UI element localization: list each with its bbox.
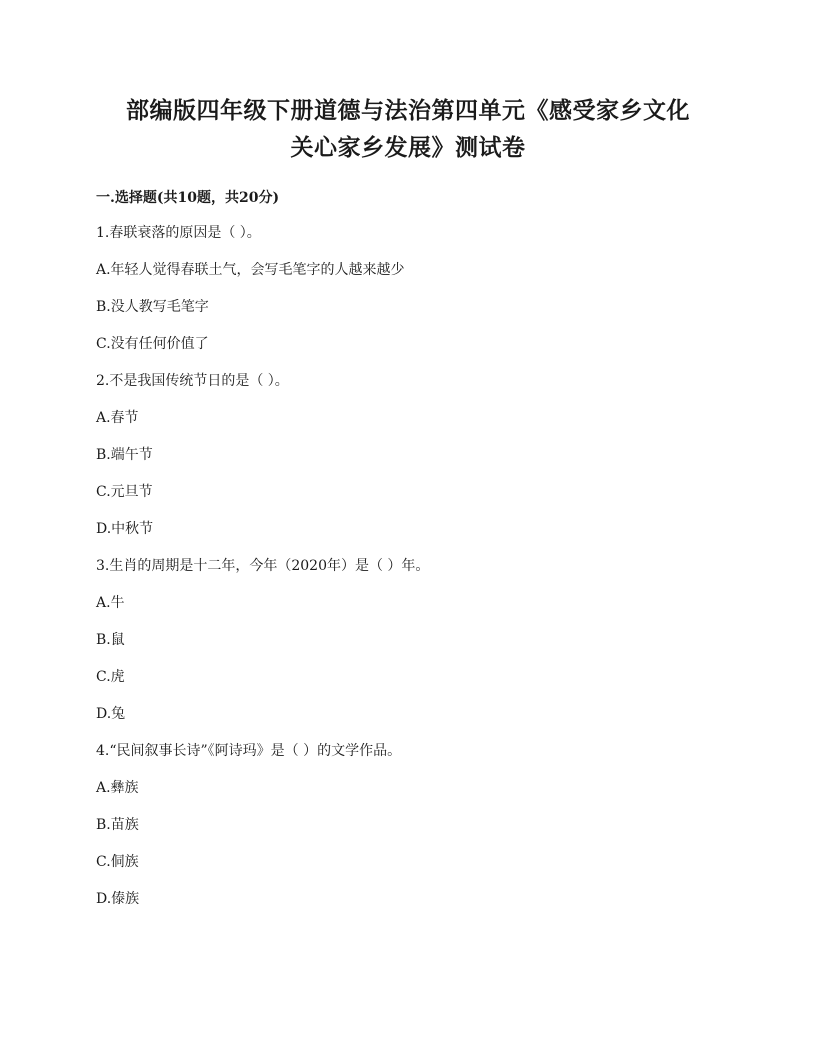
option-b: B.端午节 (96, 447, 153, 463)
option-a: A.牛 (96, 595, 125, 611)
section-heading: 一.选择题(共10题，共20分) (96, 190, 280, 206)
option-a: A.年轻人觉得春联土气，会写毛笔字的人越来越少 (96, 262, 405, 278)
option-b: B.鼠 (96, 632, 125, 648)
option-a: A.春节 (96, 410, 139, 426)
option-d: D.傣族 (96, 891, 140, 907)
option-b: B.苗族 (96, 817, 139, 833)
question-4 (96, 741, 720, 909)
question-stem: 3.生肖的周期是十二年，今年（2020年）是（ ）年。 (96, 558, 430, 574)
option-a: A.彝族 (96, 780, 139, 796)
option-c: C.侗族 (96, 854, 139, 870)
option-b: B.没人教写毛笔字 (96, 299, 209, 315)
option-c: C.没有任何价值了 (96, 336, 209, 352)
question-3 (96, 556, 720, 724)
option-c: C.元旦节 (96, 484, 153, 500)
question-stem: 4.“民间叙事长诗”《阿诗玛》是（ ）的文学作品。 (96, 743, 402, 759)
question-stem: 1.春联衰落的原因是（ ）。 (96, 225, 261, 241)
title-line-2: 关心家乡发展》测试卷 (290, 134, 526, 161)
question-list (96, 223, 720, 909)
question-1 (96, 223, 720, 354)
title-line-1: 部编版四年级下册道德与法治第四单元《感受家乡文化 (126, 97, 690, 124)
option-d: D.兔 (96, 706, 126, 722)
option-d: D.中秋节 (96, 521, 154, 537)
question-2 (96, 371, 720, 539)
question-stem: 2.不是我国传统节日的是（ ）。 (96, 373, 289, 389)
option-c: C.虎 (96, 669, 125, 685)
document-title (96, 92, 720, 166)
